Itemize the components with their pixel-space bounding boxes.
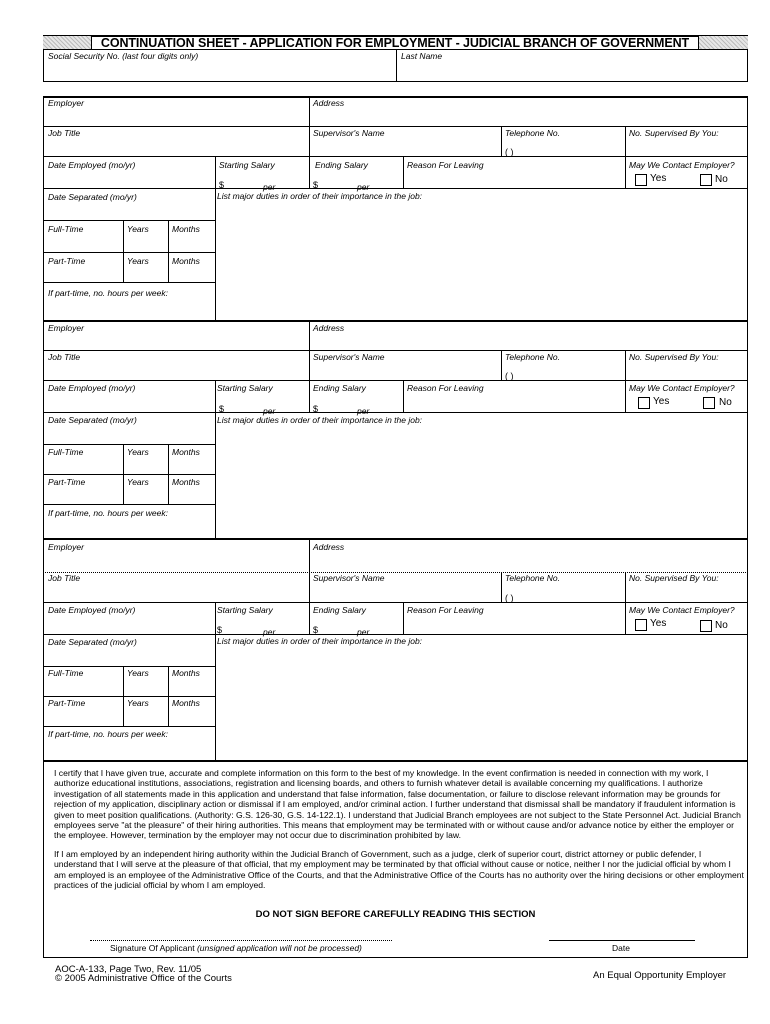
last-name-input[interactable]	[399, 62, 746, 80]
certification-paragraph-1: I certify that I have given true, accurate and complete information on this form to the best of my knowledge. In the event confirmation is needed in connection with my work, I authorize educational institutions, associations, registration and licensing boards, and others to furnish whatever detail is available concerning my qualifications. I authorize investigation of all statements made in this application and understand that false information, false documentation, or failure to disclose relevant information may be grounds for rejection of my application, disciplinary action or dismissal if I am employed, and/or criminal action. I further understand that dismissal shall be mandatory if fraudulent information is given to meet position qualifications. (Authority: G.S. 126-30, G.S. 14-122.1). I understand that Judicial Branch employees are not subject to the State Personnel Act. Judicial Branch employees serve "at the pleasure" of their hiring authorities. This means that employment may be terminated with or without cause and/or advance notice by either the employer or the employee. However, termination by the employer may not occur due to discrimination prohibited by law.	[54, 768, 741, 841]
duties-label: List major duties in order of their importance in the job:	[217, 415, 423, 425]
full-time-years: Years	[127, 447, 149, 457]
part-time-years: Years	[127, 698, 149, 708]
contact-no-checkbox[interactable]	[700, 620, 712, 632]
phone-parens: ( )	[505, 371, 514, 381]
supervisor-label: Supervisor's Name	[313, 573, 385, 583]
contact-yes-label: Yes	[650, 173, 667, 184]
part-time-years: Years	[127, 477, 149, 487]
ending-dollar: $	[313, 180, 319, 190]
may-contact-label: May We Contact Employer?	[629, 383, 735, 393]
contact-yes-checkbox[interactable]	[635, 174, 647, 186]
do-not-sign-warning: DO NOT SIGN BEFORE CAREFULLY READING THIS SECTION	[255, 909, 536, 920]
starting-salary-label: Starting Salary	[217, 383, 273, 393]
part-time-label: Part-Time	[48, 256, 86, 266]
ssn-label: Social Security No. (last four digits only)	[48, 51, 199, 61]
part-time-months: Months	[172, 256, 200, 266]
ending-per: per	[357, 406, 370, 416]
may-contact-label: May We Contact Employer?	[629, 605, 735, 615]
address-label: Address	[313, 323, 345, 333]
full-time-months: Months	[172, 668, 200, 678]
address-label: Address	[313, 542, 345, 552]
no-supervised-label: No. Supervised By You:	[629, 352, 719, 362]
contact-no-checkbox[interactable]	[700, 174, 712, 186]
date-separated-label: Date Separated (mo/yr)	[48, 637, 137, 647]
starting-per: per	[263, 406, 276, 416]
contact-no-label: No	[715, 620, 728, 631]
hours-label: If part-time, no. hours per week:	[48, 729, 168, 739]
ending-salary-label: Ending Salary	[315, 160, 368, 170]
ending-dollar: $	[313, 625, 319, 635]
contact-yes-checkbox[interactable]	[635, 619, 647, 631]
contact-yes-label: Yes	[653, 396, 670, 407]
ending-dollar: $	[313, 404, 319, 414]
address-label: Address	[313, 98, 345, 108]
reason-label: Reason For Leaving	[407, 160, 484, 170]
no-supervised-label: No. Supervised By You:	[629, 128, 719, 138]
part-time-label: Part-Time	[48, 698, 86, 708]
date-separated-label: Date Separated (mo/yr)	[48, 192, 137, 202]
employer-label: Employer	[48, 98, 84, 108]
certification-text	[54, 768, 744, 898]
contact-no-label: No	[719, 397, 732, 408]
ending-salary-label: Ending Salary	[313, 383, 366, 393]
last-name-label: Last Name	[401, 51, 443, 61]
employer-label: Employer	[48, 323, 84, 333]
supervisor-label: Supervisor's Name	[313, 128, 385, 138]
full-time-years: Years	[127, 668, 149, 678]
may-contact-label: May We Contact Employer?	[629, 160, 735, 170]
job-title-label: Job Title	[48, 128, 81, 138]
contact-no-label: No	[715, 174, 728, 185]
no-supervised-label: No. Supervised By You:	[629, 573, 719, 583]
header-divider	[396, 50, 397, 81]
part-time-years: Years	[127, 256, 149, 266]
hours-label: If part-time, no. hours per week:	[48, 508, 168, 518]
starting-dollar: $	[219, 404, 225, 414]
phone-parens: ( )	[505, 147, 514, 157]
duties-label: List major duties in order of their importance in the job:	[217, 636, 423, 646]
starting-dollar: $	[217, 625, 223, 635]
reason-label: Reason For Leaving	[407, 383, 484, 393]
full-time-years: Years	[127, 224, 149, 234]
contact-yes-checkbox[interactable]	[638, 397, 650, 409]
full-time-months: Months	[172, 224, 200, 234]
reason-label: Reason For Leaving	[407, 605, 484, 615]
contact-yes-label: Yes	[650, 618, 667, 629]
starting-per: per	[263, 627, 276, 637]
phone-parens: ( )	[505, 593, 514, 603]
starting-salary-label: Starting Salary	[217, 605, 273, 615]
date-line[interactable]	[549, 940, 695, 941]
ssn-input[interactable]	[45, 62, 394, 80]
part-time-months: Months	[172, 477, 200, 487]
telephone-label: Telephone No.	[505, 573, 560, 583]
job-title-label: Job Title	[48, 352, 81, 362]
equal-opportunity: An Equal Opportunity Employer	[593, 970, 727, 981]
supervisor-label: Supervisor's Name	[313, 352, 385, 362]
ending-per: per	[357, 627, 370, 637]
part-time-label: Part-Time	[48, 477, 86, 487]
header-fields	[43, 49, 748, 82]
starting-dollar: $	[219, 180, 225, 190]
ending-per: per	[357, 182, 370, 192]
full-time-label: Full-Time	[48, 447, 84, 457]
ending-salary-label: Ending Salary	[313, 605, 366, 615]
full-time-label: Full-Time	[48, 668, 84, 678]
duties-label: List major duties in order of their importance in the job:	[217, 191, 423, 201]
employer-section-3	[43, 538, 748, 762]
hours-label: If part-time, no. hours per week:	[48, 288, 168, 298]
date-separated-label: Date Separated (mo/yr)	[48, 415, 137, 425]
date-employed-label: Date Employed (mo/yr)	[48, 160, 136, 170]
copyright: © 2005 Administrative Office of the Courts	[55, 973, 232, 984]
date-employed-label: Date Employed (mo/yr)	[48, 383, 136, 393]
employer-section-1	[43, 96, 748, 322]
starting-salary-label: Starting Salary	[219, 160, 275, 170]
part-time-months: Months	[172, 698, 200, 708]
form-id: AOC-A-133, Page Two, Rev. 11/05	[55, 964, 202, 975]
form-title: CONTINUATION SHEET - APPLICATION FOR EMPLOYMENT - JUDICIAL BRANCH OF GOVERNMENT	[91, 36, 699, 50]
job-title-label: Job Title	[48, 573, 81, 583]
employer-section-2	[43, 320, 748, 540]
certification-paragraph-2: If I am employed by an independent hiring authority within the Judicial Branch of Government, such as a judge, clerk of superior court, district attorney or public defender, I understand that I will serve at the pleasure of that official, that my employment may be terminated by that official without cause or notice, neither I nor the judicial official by whom I am employed is an employee of the Administrative Office of the Courts, and that the Administrative Office of the Courts has no authority over the hiring decisions or other employment practices of the judicial official by whom I am employed.	[54, 848, 744, 891]
date-label: Date	[612, 943, 630, 953]
telephone-label: Telephone No.	[505, 128, 560, 138]
full-time-months: Months	[172, 447, 200, 457]
telephone-label: Telephone No.	[505, 352, 560, 362]
signature-label: Signature Of Applicant (unsigned application will not be processed)	[110, 943, 362, 953]
full-time-label: Full-Time	[48, 224, 84, 234]
starting-per: per	[263, 182, 276, 192]
signature-line[interactable]	[90, 940, 392, 941]
date-employed-label: Date Employed (mo/yr)	[48, 605, 136, 615]
employer-label: Employer	[48, 542, 84, 552]
contact-no-checkbox[interactable]	[703, 397, 715, 409]
